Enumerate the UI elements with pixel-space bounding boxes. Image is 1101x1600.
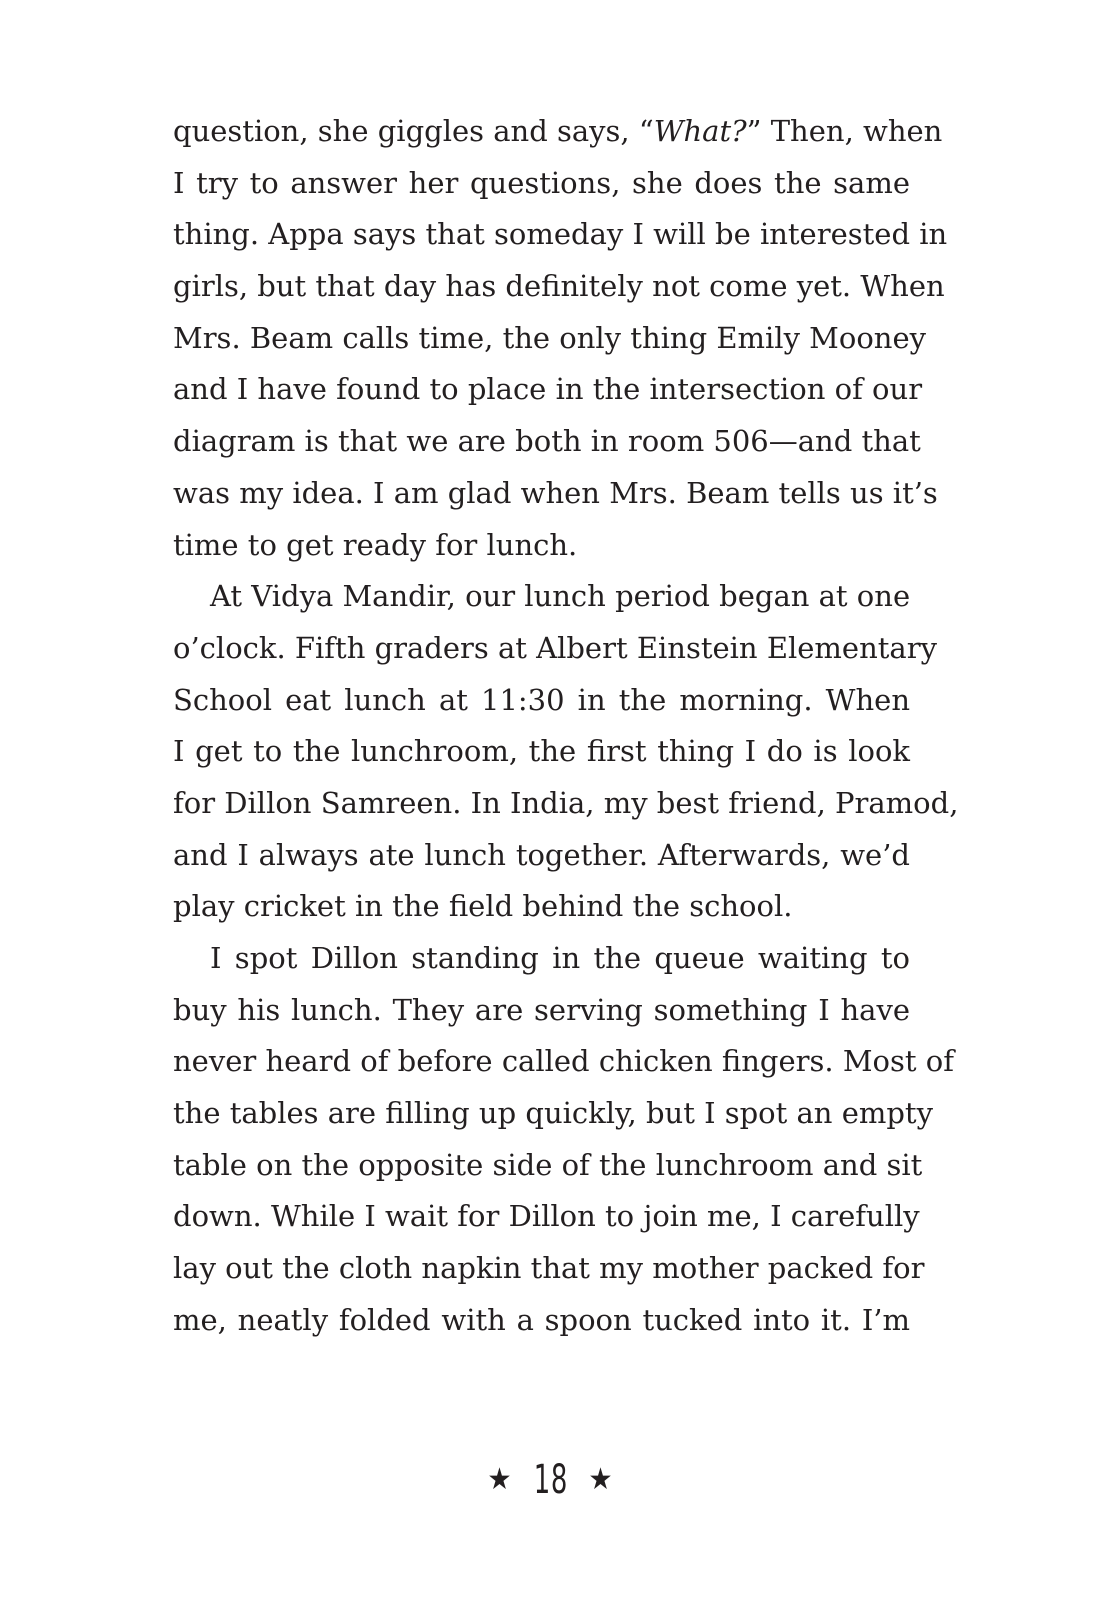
- star-icon: ★: [588, 1462, 614, 1497]
- text-line: play cricket in the field behind the school.: [173, 889, 793, 924]
- text-line: I spot Dillon standing in the queue waiting to: [210, 941, 910, 975]
- text-line: and I have found to place in the intersection of our: [173, 372, 923, 407]
- body-text: [173, 106, 959, 1347]
- text-line: the tables are filling up quickly, but I spot an empty: [173, 1096, 933, 1131]
- page-footer: [0, 1452, 1101, 1508]
- page-number: 18: [533, 1457, 568, 1503]
- text-line: was my idea. I am glad when Mrs. Beam tells us it’s: [173, 475, 938, 510]
- text-line: question, she giggles and says, “What?” Then, when: [173, 114, 943, 148]
- text-line: time to get ready for lunch.: [173, 527, 578, 562]
- text-line: o’clock. Fifth graders at Albert Einstein Elementary: [173, 630, 937, 665]
- text-line: down. While I wait for Dillon to join me, I carefully: [173, 1199, 920, 1234]
- text-line: buy his lunch. They are serving something I have: [173, 992, 910, 1027]
- text-line: table on the opposite side of the lunchroom and sit: [173, 1147, 923, 1182]
- text-line: lay out the cloth napkin that my mother packed for: [173, 1251, 925, 1286]
- text-line: Mrs. Beam calls time, the only thing Emily Mooney: [173, 320, 927, 355]
- text-line: and I always ate lunch together. Afterwards, we’d: [173, 837, 910, 872]
- text-line: At Vidya Mandir, our lunch period began at one: [210, 579, 911, 614]
- text-line: me, neatly folded with a spoon tucked into it. I’m: [173, 1302, 910, 1337]
- text-line: School eat lunch at 11:30 in the morning. When: [173, 682, 910, 717]
- text-line: I get to the lunchroom, the first thing I do is look: [173, 734, 910, 769]
- text-line: girls, but that day has definitely not come yet. When: [173, 269, 945, 304]
- star-icon: ★: [487, 1462, 513, 1497]
- text-line: thing. Appa says that someday I will be interested in: [173, 217, 948, 252]
- text-line: never heard of before called chicken fingers. Most of: [173, 1044, 954, 1079]
- text-line: diagram is that we are both in room 506—and that: [173, 424, 921, 459]
- text-line: for Dillon Samreen. In India, my best friend, Pramod,: [173, 785, 959, 820]
- text-line: I try to answer her questions, she does the same: [173, 165, 910, 200]
